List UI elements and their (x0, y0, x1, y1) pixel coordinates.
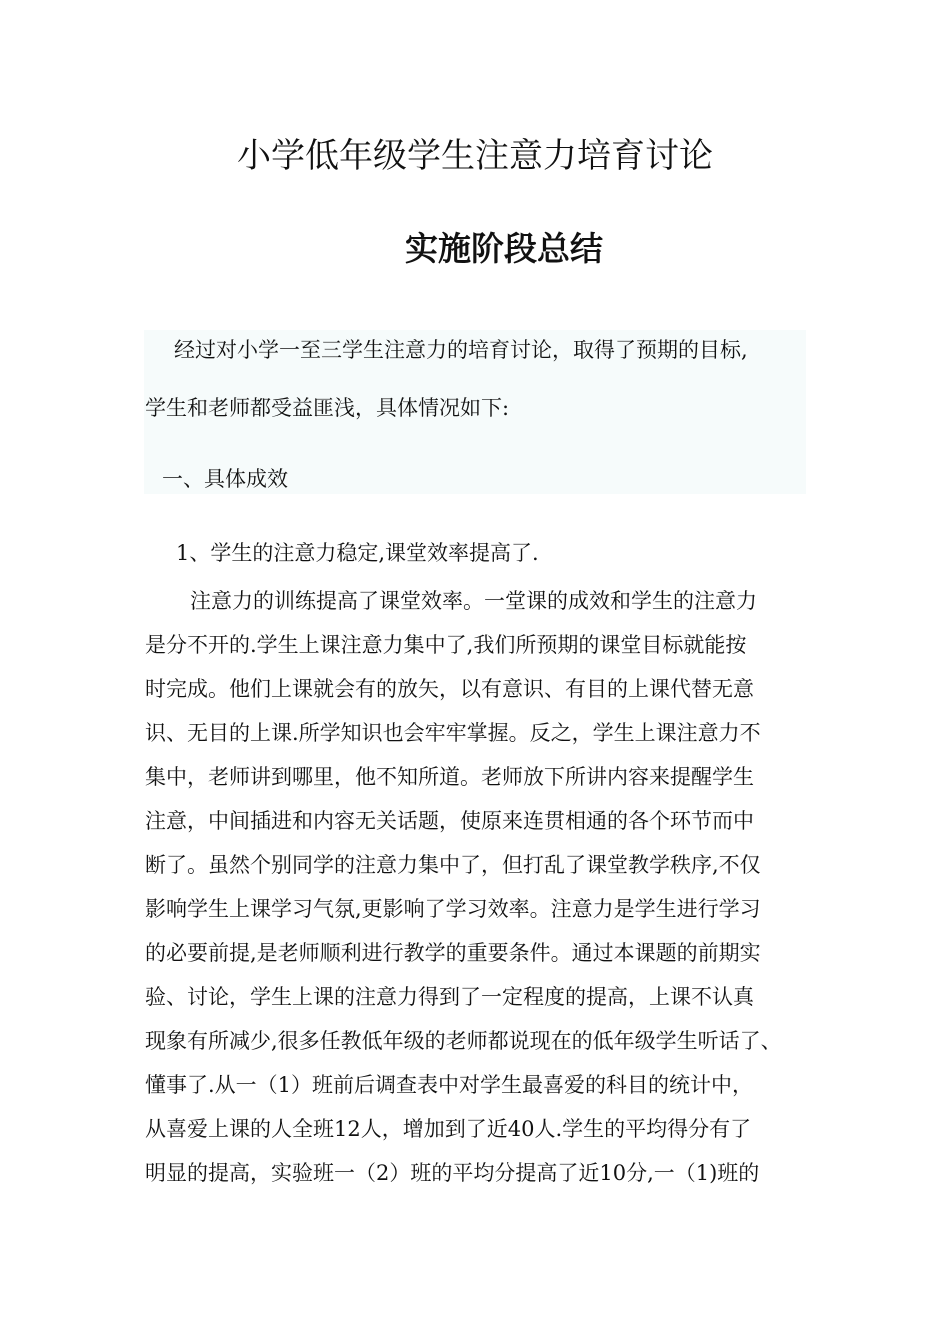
body-line-14: 明显的提高，实验班一（2）班的平均分提高了近10分,一（1)班的 (145, 1161, 760, 1185)
item-heading-1: 1、学生的注意力稳定,课堂效率提高了. (176, 541, 539, 565)
document-title: 小学低年级学生注意力培育讨论 (237, 136, 713, 176)
body-line-3: 时完成。他们上课就会有的放矢，以有意识、有目的上课代替无意 (145, 677, 754, 701)
body-line-9: 的必要前提,是老师顺利进行教学的重要条件。通过本课题的前期实 (145, 941, 761, 965)
body-line-10: 验、讨论，学生上课的注意力得到了一定程度的提高，上课不认真 (145, 985, 754, 1009)
document-subtitle: 实施阶段总结 (405, 229, 603, 268)
section-heading-results: 一、具体成效 (162, 467, 288, 491)
body-line-7: 断了。虽然个别同学的注意力集中了，但打乱了课堂教学秩序,不仅 (145, 853, 761, 877)
intro-line-2: 学生和老师都受益匪浅，具体情况如下: (145, 396, 510, 420)
body-line-1: 注意力的训练提高了课堂效率。一堂课的成效和学生的注意力 (190, 589, 757, 613)
body-line-11: 现象有所减少,很多任教低年级的老师都说现在的低年级学生听话了、 (145, 1029, 782, 1053)
body-line-13: 从喜爱上课的人全班12人，增加到了近40人.学生的平均得分有了 (145, 1117, 752, 1141)
body-line-2: 是分不开的.学生上课注意力集中了,我们所预期的课堂目标就能按 (145, 633, 747, 657)
body-line-12: 懂事了.从一（1）班前后调查表中对学生最喜爱的科目的统计中， (145, 1073, 754, 1097)
intro-line-1: 经过对小学一至三学生注意力的培育讨论，取得了预期的目标, (174, 338, 748, 362)
body-line-6: 注意，中间插进和内容无关话题，使原来连贯相通的各个环节而中 (145, 809, 754, 833)
body-line-5: 集中，老师讲到哪里，他不知所道。老师放下所讲内容来提醒学生 (145, 765, 754, 789)
body-line-8: 影响学生上课学习气氛,更影响了学习效率。注意力是学生进行学习 (145, 897, 761, 921)
body-line-4: 识、无目的上课.所学知识也会牢牢掌握。反之，学生上课注意力不 (145, 721, 761, 745)
